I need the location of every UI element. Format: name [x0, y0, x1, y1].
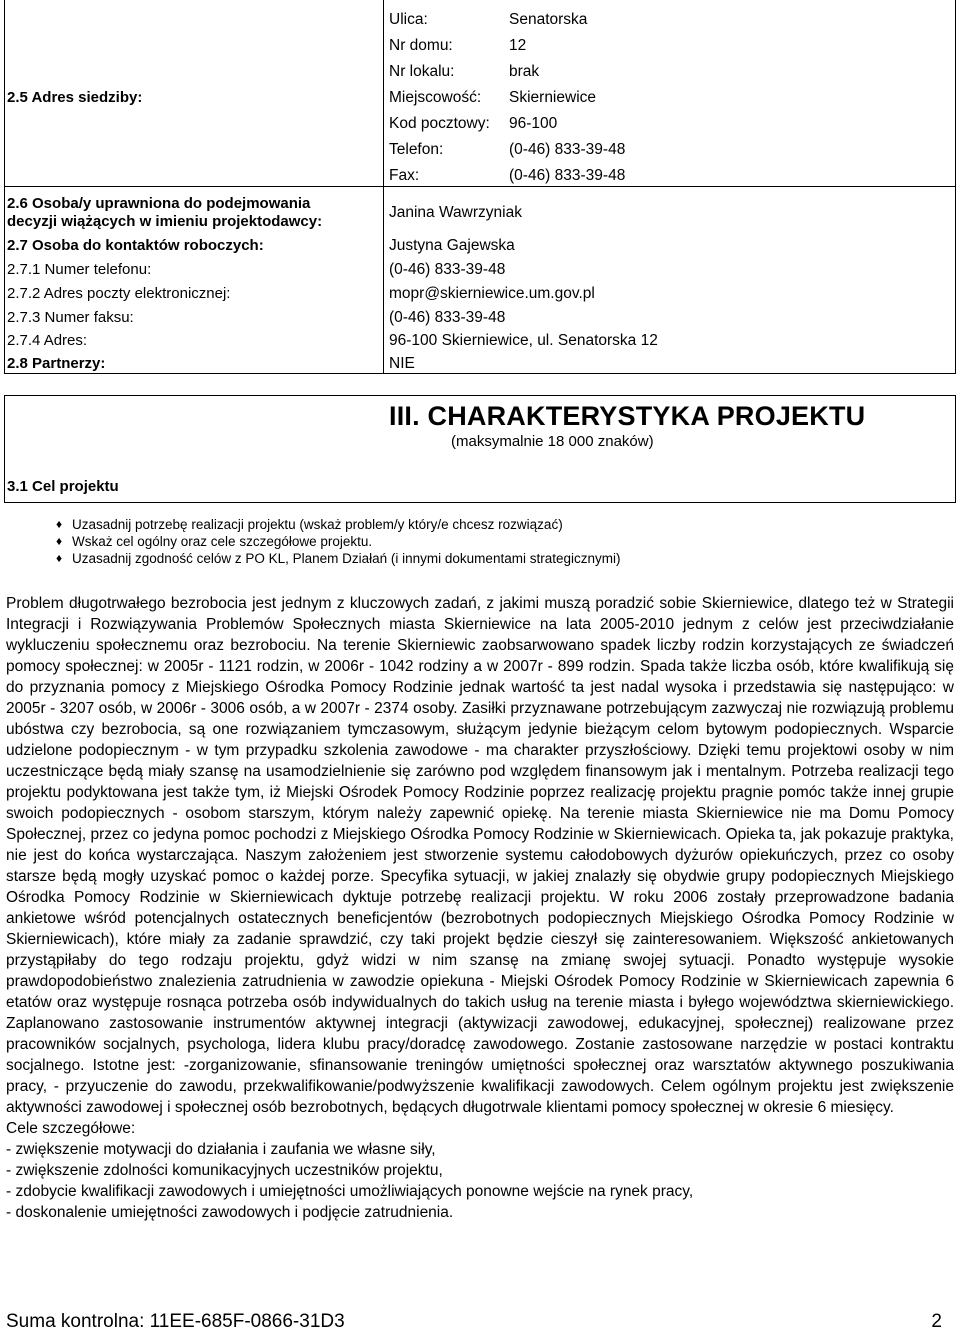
partners-label: 2.8 Partnerzy:: [7, 355, 106, 372]
contact-value: Justyna Gajewska: [389, 237, 515, 254]
phone-key: Telefon:: [389, 141, 444, 158]
contact-email-value: mopr@skierniewice.um.gov.pl: [389, 285, 595, 302]
contact-email-label: 2.7.2 Adres poczty elektronicznej:: [7, 285, 231, 302]
contact-phone-value: (0-46) 833-39-48: [389, 261, 506, 278]
contact-label: 2.7 Osoba do kontaktów roboczych:: [7, 237, 264, 254]
section-subtitle: (maksymalnie 18 000 znaków): [451, 433, 654, 450]
page-number: 2: [931, 1311, 942, 1332]
diamond-bullet-icon: ♦: [56, 551, 63, 565]
contact-address-label: 2.7.4 Adres:: [7, 332, 88, 349]
section-bottom-border: [4, 502, 956, 503]
city-value: Skierniewice: [509, 89, 597, 106]
street-key: Ulica:: [389, 11, 428, 28]
project-description: [6, 593, 954, 1223]
street-value: Senatorska: [509, 11, 588, 28]
fax-value: (0-46) 833-39-48: [509, 167, 626, 184]
row-divider: [4, 186, 956, 187]
phone-value: (0-46) 833-39-48: [509, 141, 626, 158]
city-key: Miejscowość:: [389, 89, 482, 106]
contact-phone-label: 2.7.1 Numer telefonu:: [7, 261, 152, 278]
instruction-list: [56, 516, 620, 567]
description-paragraph: Problem długotrwałego bezrobocia jest jednym z kluczowych zadań, z jakimi muszą poradzić sobie Skierniewice, dlatego też w Strategii Integracji i Rozwiązywania Problemów Społecznych miasta Skierniewice na lata 2005-2010 jednym z celów jest przeciwdziałanie wykluczeniu społecznemu oraz bezrobociu. Na terenie Skierniewic zaobsarwowano spadek liczby rodzin korzystających ze świadczeń pomocy społecznej: w 2005r - 1121 rodzin, w 2006r - 1042 rodziny a w 2007r - 899 rodzin. Spada także liczba osób, które kwalifikują się do przyznania pomocy z Miejskiego Ośrodka Pomocy Rodzinie jednak wartość ta jest nadal wysoka i przedstawia się następująco: w 2005r - 3207 osób, w 2006r - 3006 osób, a w 2007r - 2374 osoby. Zasiłki przyznawane potrzebującym zazwyczaj nie rozwiązują problemu ubóstwa czy bezrobocia, są one rozwiązaniem tymczasowym, służącym jedynie bieżącym celom bytowym podopiecznych. Wsparcie udzielone podopiecznym - w tym przypadku szkolenia zawodowe - ma charakter przyszłościowy. Dzięki temu projektowi osoby w nim uczestniczące będą miały szansę na usamodzielnienie się zarówno pod względem finansowym jak i mentalnym. Potrzeba realizacji tego projektu podyktowana jest także tym, iż Miejski Ośrodek Pomocy Rodzinie poprzez realizację projektu pragnie pomóc także innej grupie swoich podopiecznych - osobom starszym, którym należy zapewnić opiekę. Na terenie miasta Skierniewice nie ma Domu Pomocy Społecznej, przez co jedyna pomoc pochodzi z Miejskiego Ośrodka Pomocy Rodzinie w Skierniewicach. Opieka ta, jak pokazuje praktyka, nie jest do końca wystarczająca. Naszym założeniem jest stworzenie systemu całodobowych dyżurów opiekuńczych, przez co osoby starsze będą mogły uzyskać pomoc o każdej porze. Specyfika sytuacji, w jakiej znalazły się obydwie grupy podopiecznych Miejskiego Ośrodka Pomocy Rodzinie w Skierniewicach dyktuje potrzebę realizacji projektu. W roku 2006 zostały przeprowadzone badania ankietowe wśród potencjalnych ostatecznych beneficjentów (bezrobotnych podopiecznych Miejskiego Ośrodka Pomocy Rodzinie w Skierniewicach), które miały za zadanie sprawdzić, czy taki projekt będzie cieszył się zainteresowaniem. Większość ankietowanych przystąpiłaby do tego rodzaju projektu, gdyż widzi w nim szansę na zmianę swojej sytuacji. Ponadto występuje wysokie prawdopodobieństwo znalezienia zatrudnienia w zawodzie opiekuna - Miejski Ośrodek Pomocy Rodzinie w Skierniewicach zapewnia 6 etatów oraz występuje rosnąca potrzeba osób indywidualnych do takich usług na terenie miasta i byłego województwa skierniewickiego. Zaplanowano zastosowanie instrumentów aktywnej integracji (aktywizacji zawodowej, edukacyjnej, społecznej) realizowane przez pracowników socjalnych, psychologa, lidera klubu pracy/doradcę zawodowego. Zostanie zastosowane narzędzie w postaci kontraktu socjalnego. Istotne jest: -zorganizowanie, sfinansowanie treningów umiętności społecznej oraz warsztatów aktywnego poszukiwania pracy, - przyuczenie do zawodu, przekwalifikowanie/podwyższenie kwalifikacji zawodowych. Celem ogólnym projektu jest zwiększenie aktywności zawodowej i społecznej osób bezrobotnych, będących długotrwale klientami pomocy społecznej w okresie 6 miesięcy.: [6, 595, 954, 1116]
postal-code-key: Kod pocztowy:: [389, 115, 490, 132]
diamond-bullet-icon: ♦: [56, 534, 63, 548]
section-title: III. CHARAKTERYSTYKA PROJEKTU: [389, 401, 866, 431]
authorized-value: Janina Wawrzyniak: [389, 204, 522, 221]
contact-fax-label: 2.7.3 Numer faksu:: [7, 309, 134, 326]
goal-label: 3.1 Cel projektu: [7, 478, 119, 495]
authorized-label-line1: 2.6 Osoba/y uprawniona do podejmowania: [7, 195, 311, 212]
checksum: Suma kontrolna: 11EE-685F-0866-31D3: [6, 1311, 345, 1332]
section-top-border: [4, 395, 956, 396]
apartment-key: Nr lokalu:: [389, 63, 455, 80]
house-number-value: 12: [509, 37, 527, 54]
authorized-label-line2: decyzji wiążących w imieniu projektodawcy:: [7, 213, 323, 230]
list-item: ♦ Uzasadnij zgodność celów z PO KL, Planem Działań (i innymi dokumentami strategicznymi): [56, 551, 621, 566]
apartment-value: brak: [509, 63, 540, 80]
address-label: 2.5 Adres siedziby:: [7, 89, 143, 106]
house-number-key: Nr domu:: [389, 37, 453, 54]
contact-address-value: 96-100 Skierniewice, ul. Senatorska 12: [389, 332, 658, 349]
contact-fax-value: (0-46) 833-39-48: [389, 309, 506, 326]
row-divider: [4, 373, 956, 374]
diamond-bullet-icon: ♦: [56, 517, 63, 531]
fax-key: Fax:: [389, 167, 420, 184]
section-left-border: [4, 395, 5, 503]
partners-value: NIE: [389, 355, 415, 372]
postal-code-value: 96-100: [509, 115, 558, 132]
specific-goals: Cele szczegółowe: - zwiększenie motywacji do działania i zaufania we własne siły, - zwiększenie zdolności komunikacyjnych uczestników projektu, - zdobycie kwalifikacji zawodowych i umiejętności umożliwiających ponowne wejście na rynek pracy, - doskonalenie umiejętności zawodowych i podjęcie zatrudnienia.: [6, 1120, 694, 1221]
list-item: ♦ Uzasadnij potrzebę realizacji projektu (wskaż problem/y który/e chcesz rozwiązać): [56, 517, 563, 532]
section-right-border: [955, 395, 956, 503]
list-item: ♦ Wskaż cel ogólny oraz cele szczegółowe projektu.: [56, 534, 373, 549]
